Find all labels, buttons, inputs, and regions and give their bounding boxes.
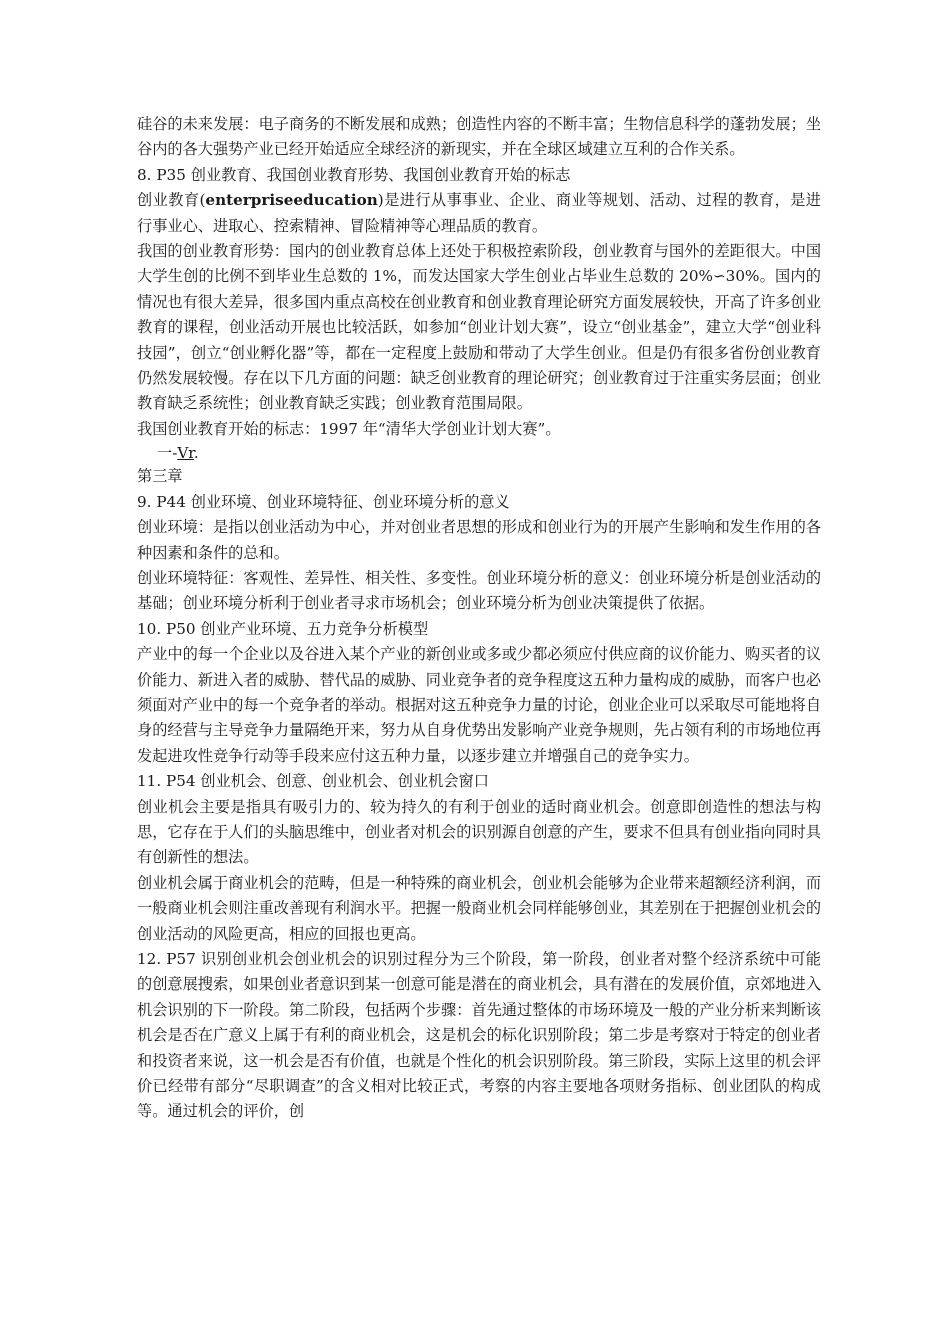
paragraph-environment-definition: 创业环境：是指以创业活动为中心，并对创业者思想的形成和创业行为的开展产生影响和发生作用的各种因素和条件的总和。 (137, 518, 821, 562)
definition-body: )是进行从事事业、企业、商业等规划、活动、过程的教育，是进行事业心、进取心、控索精神、冒险精神等心理品质的教育。 (137, 191, 821, 235)
chapter-heading: 第三章 (137, 467, 183, 486)
paragraph-education-situation: 我国的创业教育形势：国内的创业教育总体上还处于积极控索阶段，创业教育与国外的差距很大。中国大学生创的比例不到毕业生总数的 1%，而发达国家大学生创业占毕业生总数的 20%∽30%。国内的情况也有很大差异，很多国内重点高校在创业教育和创业教育理论研究方面发展较快，开高了许多创业教育的课程，创业活动开展也比较活跃，如参加“创业计划大赛”，设立“创业基金”，建立大学“创业科技园”，创立“创业孵化器”等，都在一定程度上鼓励和带动了大学生创业。但是仍有很多省份创业教育仍然发展较慢。存在以下几方面的问题：缺乏创业教育的理论研究；创业教育过于注重实务层面；创业教育缺乏系统性；创业教育缺乏实践；创业教育范围局限。 (137, 242, 821, 413)
stray-mark-prefix: 一- (157, 444, 178, 463)
section-heading-8: 8. P35 创业教育、我国创业教育形势、我国创业教育开始的标志 (137, 165, 571, 184)
stray-mark-underlined: Vr (177, 444, 194, 463)
paragraph-section-12: 12. P57 识别创业机会创业机会的识别过程分为三个阶段，第一阶段，创业者对整个经济系统中可能的创意展搜索，如果创业者意识到某一创意可能是潜在的商业机会，具有潜在的发展价值，京郊地进入机会识别的下一阶段。第二阶段，包括两个步骤：首先通过整体的市场环境及一般的产业分析来判断该机会是否在广意义上属于有利的商业机会，这是机会的标化识别阶段；第二步是考察对于特定的创业者和投资者来说，这一机会是否有价值，也就是个性化的机会识别阶段。第三阶段，实际上这里的机会评价已经带有部分“尽职调查”的含义相对比较正式，考察的内容主要地各项财务指标、创业团队的构成等。通过机会的评价，创 (137, 950, 821, 1121)
stray-mark (137, 442, 821, 464)
paragraph-opportunity-comparison: 创业机会属于商业机会的范畴，但是一种特殊的商业机会，创业机会能够为企业带来超额经济利润，而一般商业机会则注重改善现有利润水平。把握一般商业机会同样能够创业，其差别在于把握创业机会的创业活动的风险更高，相应的回报也更高。 (137, 873, 821, 943)
paragraph-opportunity-definition: 创业机会主要是指具有吸引力的、较为持久的有利于创业的适时商业机会。创意即创造性的想法与构思，它存在于人们的头脑思维中，创业者对机会的识别源自创意的产生，要求不但具有创业指向同时具有创新性的想法。 (137, 797, 821, 867)
definition-term: enterpriseeducation (205, 191, 378, 210)
definition-prefix: 创业教育( (137, 191, 206, 210)
stray-mark-suffix: . (193, 444, 199, 463)
section-heading-11: 11. P54 创业机会、创意、创业机会、创业机会窗口 (137, 772, 489, 791)
paragraph-silicon-valley: 硅谷的未来发展：电子商务的不断发展和成熟；创造性内容的不断丰富；生物信息科学的蓬勃发展；坐谷内的各大强势产业已经开始适应全球经济的新现实，并在全球区域建立互利的合作关系。 (137, 115, 821, 159)
paragraph-environment-features: 创业环境特征：客观性、差异性、相关性、多变性。创业环境分析的意义：创业环境分析是创业活动的基础；创业环境分析利于创业者寻求市场机会；创业环境分析为创业决策提供了依据。 (137, 568, 821, 613)
document-body (137, 112, 821, 1125)
section-heading-9: 9. P44 创业环境、创业环境特征、创业环境分析的意义 (137, 492, 510, 511)
paragraph-five-forces: 产业中的每一个企业以及谷进入某个产业的新创业或多或少都必须应付供应商的议价能力、购买者的议价能力、新进入者的威胁、替代品的威胁、同业竞争者的竞争程度这五种力量构成的威胁，而客户也必须面对产业中的每一个竞争者的举动。根据对这五种竞争力量的讨论，创业企业可以采取尽可能地将自身的经营与主导竞争力量隔绝开来，努力从自身优势出发影响产业竞争规则，先占领有利的市场地位再发起进攻性竞争行动等手段来应付这五种力量，以逐步建立并增强自己的竞争实力。 (137, 645, 821, 765)
section-heading-10: 10. P50 创业产业环境、五力竞争分析模型 (137, 619, 429, 638)
paragraph-entrepreneurship-education-definition (137, 188, 821, 239)
paragraph-education-start-marker: 我国创业教育开始的标志：1997 年“清华大学创业计划大赛”。 (137, 419, 561, 438)
